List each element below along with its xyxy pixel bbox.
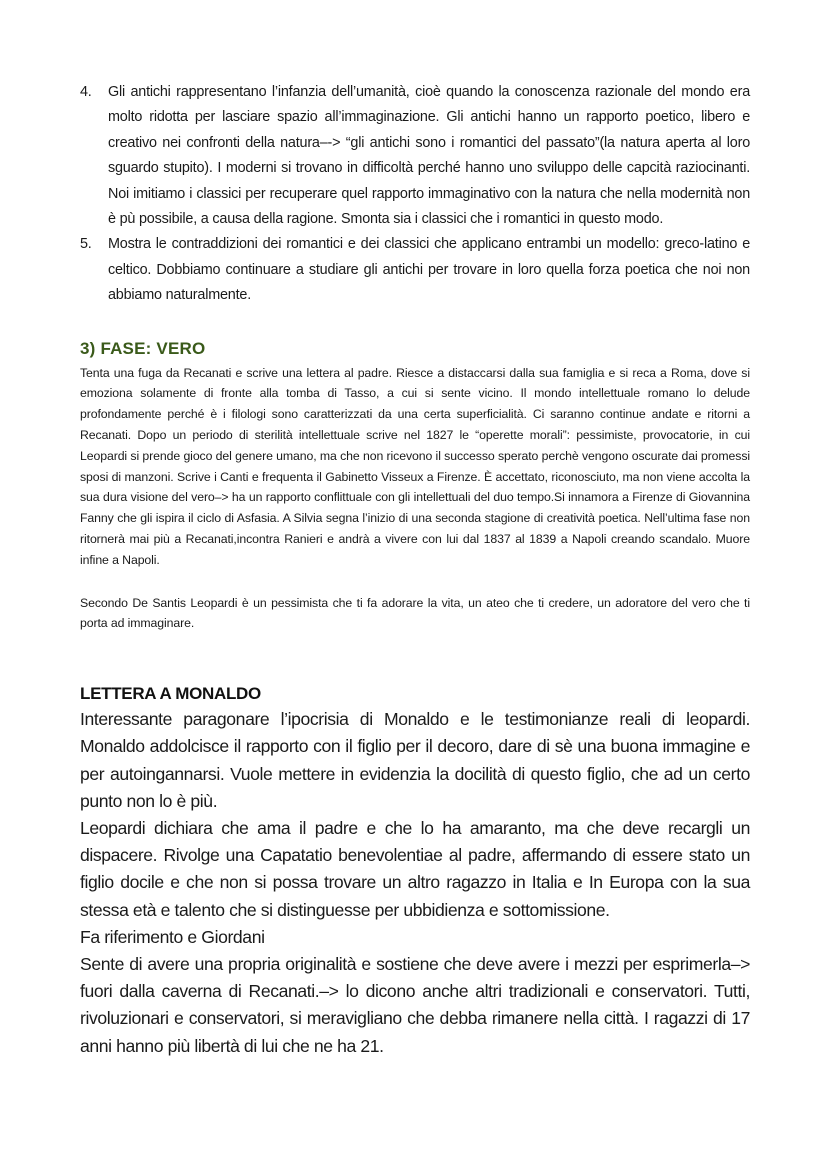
lettera-paragraph-1: Interessante paragonare l’ipocrisia di Monaldo e le testimonianze reali di leopardi. Monaldo addolcisce il rapporto con il figlio per il decoro, dare di sè una buona immagine e per autoingannarsi. Vuole mettere in evidenzia la docilità di questo figlio, che ad un certo punto non lo è più. [80,709,750,811]
list-item-5 [80,232,750,308]
lettera-paragraph-2: Leopardi dichiara che ama il padre e che lo ha amaranto, ma che deve recargli un dispacere. Rivolge una Capatatio benevolentiae al padre, affermando di essere stato un figlio docile e che non si possa trovare un altro ragazzo in Italia e In Europa con la sua stessa età e talento che si distinguesse per ubbidienza e sottomissione. [80,818,750,920]
numbered-list [80,80,750,309]
list-number: 5. [80,236,92,253]
lettera-paragraph-3: Fa riferimento e Giordani [80,926,265,947]
list-item-text: Gli antichi rappresentano l’infanzia dell’umanità, cioè quando la conoscenza razionale del mondo era molto ridotta per lasciare spazio all’immaginazione. Gli antichi hanno un rapporto poetico, libero e creativo nei confronti della natura–-> “gli antichi sono i romantici del passato”(la natura aperta al loro sguardo stupito). I moderni si trovano in difficoltà perché hanno uno sviluppo delle capcità raziocinanti. Noi imitiamo i classici per recuperare quel rapporto immaginativo con la natura che nella modernità non è pù possibile, a causa della ragione. Smonta sia i classici che i romantici in questo modo. [108,84,750,228]
section-heading-fase-vero: 3) FASE: VERO [80,338,206,358]
list-item-text: Mostra le contraddizioni dei romantici e dei classici che applicano entrambi un modello: greco-latino e celtico. Dobbiamo continuare a studiare gli antichi per trovare in loro quella forza poetica che noi non abbiamo naturalmente. [108,236,750,304]
list-item-4 [80,80,750,232]
de-santis-paragraph: Secondo De Santis Leopardi è un pessimista che ti fa adorare la vita, un ateo che ti credere, un adoratore del vero che ti porta ad immaginare. [80,595,750,631]
list-number: 4. [80,84,92,100]
section-heading-lettera: LETTERA A MONALDO [80,684,261,704]
lettera-paragraph-4: Sente di avere una propria originalità e sostiene che deve avere i mezzi per esprimerla–> fuori dalla caverna di Recanati.–> lo dicono anche altri tradizionali e conservatori. Tutti, rivoluzionari e conservatori, si meravigliano che debba rimanere nella città. I ragazzi di 17 anni hanno più libertà di lui che ne ha 21. [80,954,750,1056]
fase-vero-paragraph: Tenta una fuga da Recanati e scrive una lettera al padre. Riesce a distaccarsi dalla sua famiglia e si reca a Roma, dove si emoziona solamente di fronte alla tomba di Tasso, a cui si sente vicino. Il mondo intellettuale romano lo delude profondamente perché è i filologi sono caratterizzati da una certa superficialità. Ci saranno continue andate e ritorni a Recanati. Dopo un periodo di sterilità intellettuale scrive nel 1827 le “operette morali”: pessimiste, provocatorie, in cui Leopardi si prende gioco del genere umano, ma che non ricevono il successo sperato perchè vengono oscurate dai promessi sposi di manzoni. Scrive i Canti e frequenta il Gabinetto Visseux a Firenze. È accettato, riconosciuto, ma non viene accolta la sua dura visione del vero–> ha un rapporto conflittuale con gli intellettuali del duo tempo.Si innamora a Firenze di Giovannina Fanny che gli ispira il ciclo di Asfasia. A Silvia segna l’inizio di una seconda stagione di creatività poetica. Nell’ultima fase non ritornerà mai più a Recanati,incontra Ranieri e andrà a vivere con lui dal 1837 al 1839 a Napoli creando scandalo. Muore infine a Napoli. [80,365,750,567]
